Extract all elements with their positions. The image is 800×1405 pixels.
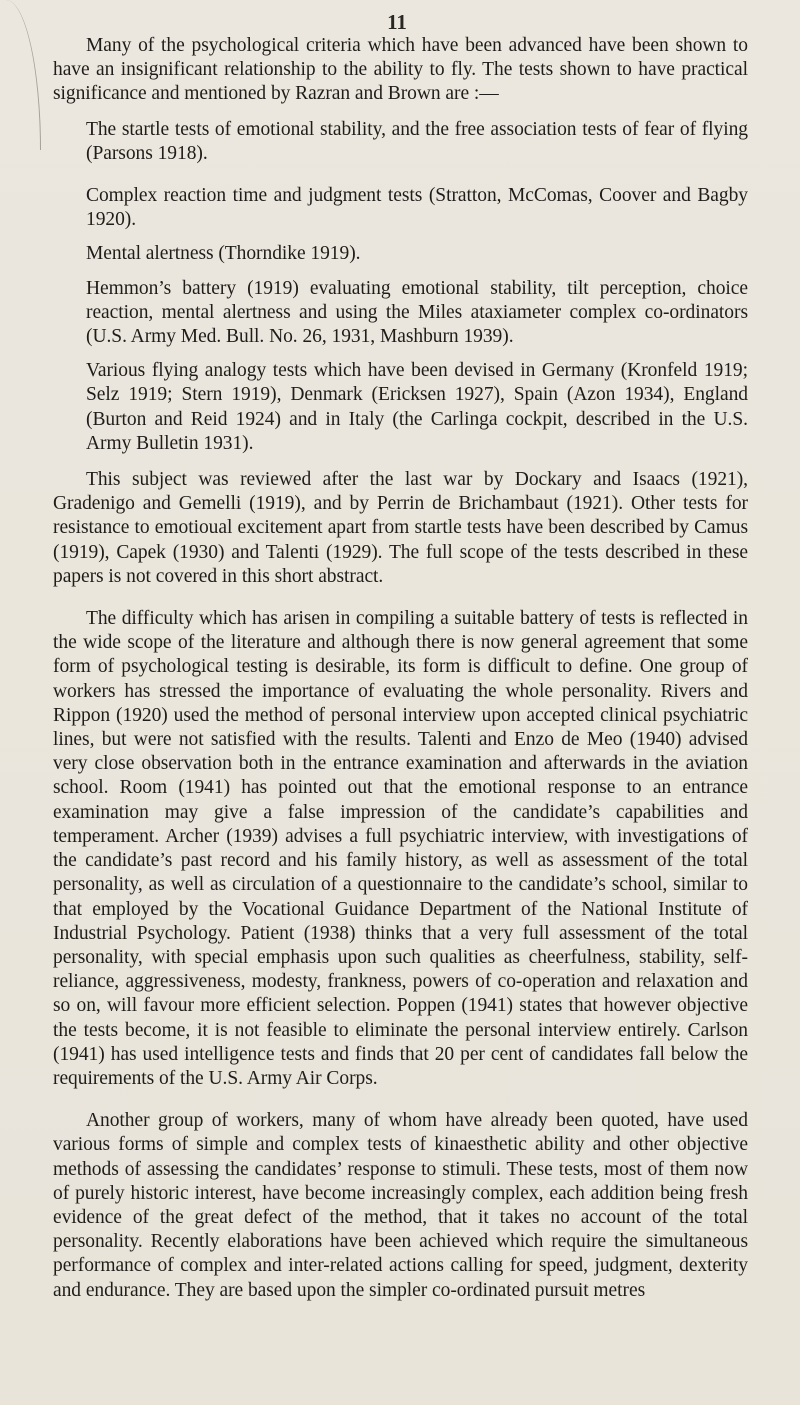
list-item-flying-analogy: Various flying analogy tests which have been devised in Germany (Kronfeld 1919; Selz 1919; Stern 1919), Denmark (Ericksen 1927), Spain (Azon 1934), England (Burton and Reid 1924) and in Italy (the Carlinga cockpit, described in the U.S. Army Bulletin 1931). bbox=[86, 360, 748, 454]
page-number: 11 bbox=[387, 10, 407, 34]
body-text bbox=[53, 34, 748, 1303]
list-item-startle-tests: The startle tests of emotional stability, and the free association tests of fear of flying (Parsons 1918). bbox=[86, 118, 748, 164]
page-edge-shadow bbox=[0, 0, 41, 150]
list-item-complex-reaction: Complex reaction time and judgment tests (Stratton, McComas, Coover and Bagby 1920). bbox=[86, 185, 748, 231]
list-item-hemmons-battery: Hemmon’s battery (1919) evaluating emotional stability, tilt perception, choice reaction, mental alertness and using the Miles ataxiameter complex co-ordinators (U.S. Army Med. Bull. No. 26, 1931, Mashburn 1939). bbox=[86, 277, 748, 348]
tests-list bbox=[53, 118, 748, 456]
list-item-mental-alertness: Mental alertness (Thorndike 1919). bbox=[86, 243, 361, 265]
difficulty-paragraph: The difficulty which has arisen in compiling a suitable battery of tests is reflected in the wide scope of the literature and although there is now general agreement that some form of psychological testing is desirable, its form is difficult to define. One group of workers has stressed the importance of evaluating the whole personality. Rivers and Rippon (1920) used the method of personal interview upon accepted clinical psychiatric lines, but were not satisfied with the results. Talenti and Enzo de Meo (1940) advised very close observation both in the entrance examination and afterwards in the aviation school. Room (1941) has pointed out that the emotional response to an entrance examination may give a false impression of the candidate’s capabilities and temperament. Archer (1939) advises a full psychiatric interview, with investigations of the candidate’s past record and his family history, as well as assessment of the total personality, as well as circulation of a questionnaire to the candidate’s school, similar to that employed by the Vocational Guidance Department of the National Institute of Industrial Psychology. Patient (1938) thinks that a very full assessment of the total personality, with special emphasis upon such qualities as cheerfulness, stability, self-reliance, aggressiveness, modesty, frankness, powers of co-operation and relaxation and so on, will favour more efficient selection. Poppen (1941) states that however objective the tests become, it is not feasible to eliminate the personal interview entirely. Carlson (1941) has used intelligence tests and finds that 20 per cent of candidates fall below the requirements of the U.S. Army Air Corps. bbox=[53, 608, 748, 1089]
another-group-paragraph: Another group of workers, many of whom have already been quoted, have used various forms of simple and complex tests of kinaesthetic ability and other objective methods of assessing the candidates’ response to stimuli. These tests, most of them now of purely historic interest, have become increasingly complex, each addition being fresh evidence of the great defect of the method, that it takes no account of the total personality. Recently elaborations have been achieved which require the simultaneous performance of complex and inter-related actions calling for speed, judgment, dexterity and endurance. They are based upon the simpler co-ordinated pursuit metres bbox=[53, 1110, 748, 1301]
intro-paragraph: Many of the psychological criteria which have been advanced have been shown to have an insignificant relationship to the ability to fly. The tests shown to have practical significance and mentioned by Razran and Brown are :— bbox=[53, 35, 748, 105]
review-paragraph: This subject was reviewed after the last war by Dockary and Isaacs (1921), Gradenigo and Gemelli (1919), and by Perrin de Brichambaut (1921). Other tests for resistance to emotioual excitement apart from startle tests have been described by Camus (1919), Capek (1930) and Talenti (1929). The full scope of the tests described in these papers is not covered in this short abstract. bbox=[53, 469, 748, 587]
